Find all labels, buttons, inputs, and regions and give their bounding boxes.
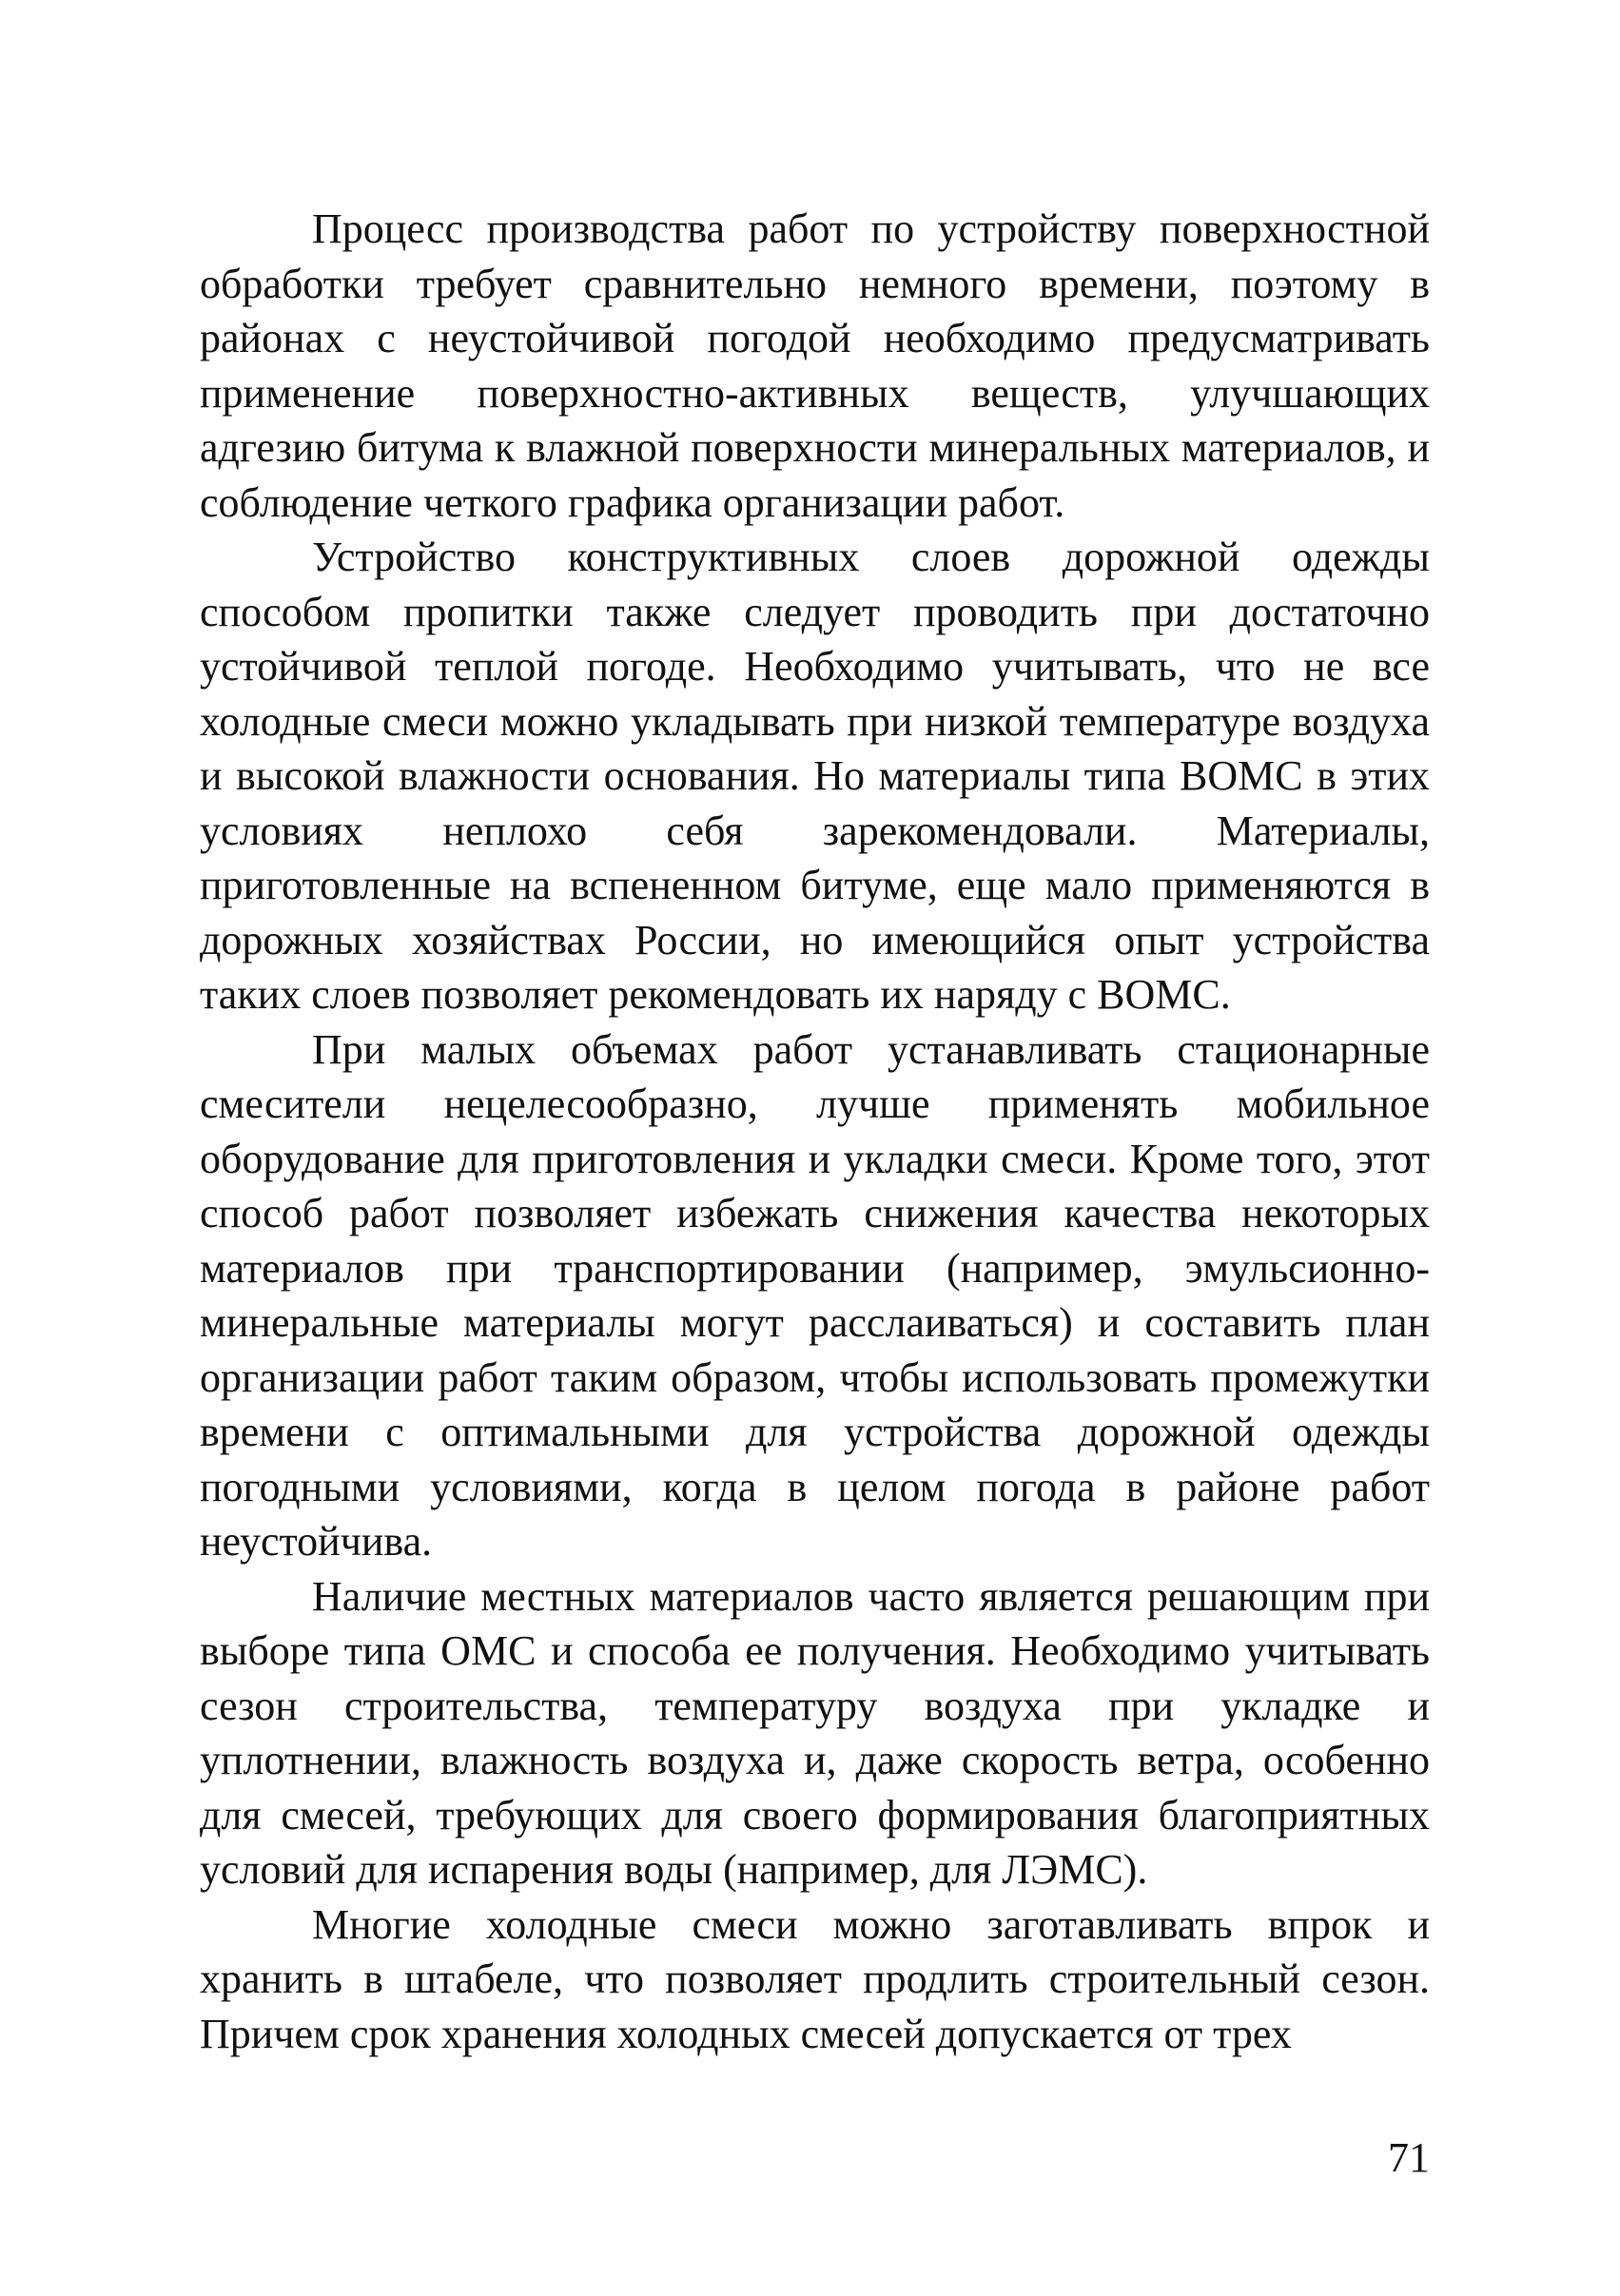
paragraph-1: Процесс производства работ по устройству поверхностной обработки требует сравнительно немного времени, поэтому в районах с неустойчивой погодой необходимо предусматривать применение поверхностно-активных веществ, улучшающих адгезию битума к влажной поверхности минеральных материалов, и соблюдение четкого графика организации работ. xyxy=(200,205,1430,526)
paragraph-5: Многие холодные смеси можно заготавливать впрок и хранить в штабеле, что позволяет продлить строительный сезон. Причем срок хранения холодных смесей допускается от трех xyxy=(200,1900,1430,2057)
paragraph-2: Устройство конструктивных слоев дорожной одежды способом пропитки также следует проводить при достаточно устойчивой теплой погоде. Необходимо учитывать, что не все холодные смеси можно укладывать при низкой температуре воздуха и высокой влажности основания. Но материалы типа ВОМС в этих условиях неплохо себя зарекомендовали. Материалы, приготовленные на вспененном битуме, еще мало применяются в дорожных хозяйствах России, но имеющийся опыт устройства таких слоев позволяет рекомендовать их наряду с ВОМС. xyxy=(200,534,1430,1018)
body-text xyxy=(200,202,1430,2061)
page-number: 71 xyxy=(1388,2134,1430,2181)
paragraph-3: При малых объемах работ устанавливать стационарные смесители нецелесообразно, лучше применять мобильное оборудование для приготовления и укладки смеси. Кроме того, этот способ работ позволяет избежать снижения качества некоторых материалов при транспортировании (например, эмульсионно-минеральные материалы могут расслаиваться) и составить план организации работ таким образом, чтобы использовать промежутки времени с оптимальными для устройства дорожной одежды погодными условиями, когда в целом погода в районе работ неустойчива. xyxy=(200,1025,1430,1565)
paragraph-4: Наличие местных материалов часто является решающим при выборе типа ОМС и способа ее получения. Необходимо учитывать сезон строительства, температуру воздуха при укладке и уплотнении, влажность воздуха и, даже скорость ветра, особенно для смесей, требующих для своего формирования благоприятных условий для испарения воды (например, для ЛЭМС). xyxy=(200,1572,1430,1893)
